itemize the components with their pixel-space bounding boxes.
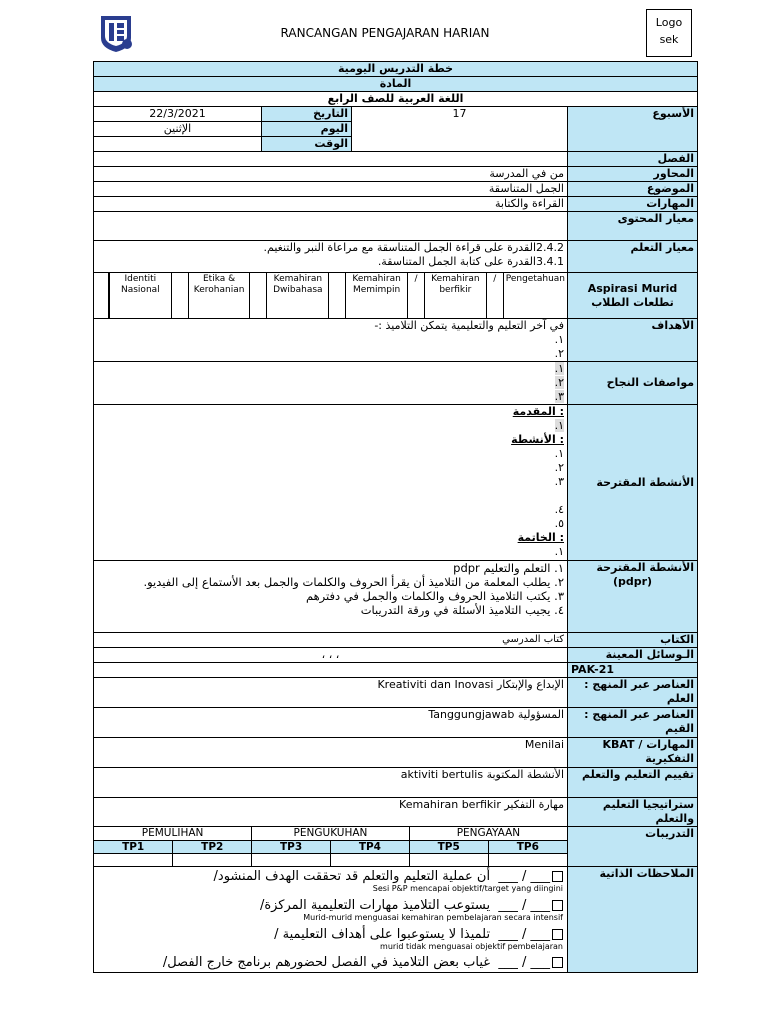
content-standard-label: معيار المحتوى — [568, 212, 698, 241]
cross-element-1-value: الإبداع والإبتكار Kreativiti dan Inovasi — [94, 678, 568, 708]
aspiration-dwibahasa: Kemahiran Dwibahasa — [266, 273, 328, 318]
reflection-sub-3: murid tidak menguasai objektif pembelajaran — [380, 942, 563, 951]
pdpr-label-en: (pdpr) — [612, 575, 653, 588]
date-value: 22/3/2021 — [94, 107, 262, 122]
tp3: TP3 — [252, 840, 331, 853]
group-pengukuhan: PENGUKUHAN — [252, 827, 410, 840]
activity-item — [97, 489, 564, 503]
learning-standard-1: 2.4.2القدرة على قراءة الجمل المتناسقة مع مراعاة النبر والتنغيم. — [263, 241, 564, 254]
tp1: TP1 — [94, 840, 173, 853]
pdpr-item: ٢. يطلب المعلمة من التلاميذ أن يقرأ الحروف والكلمات والجمل بعد الأستماع إلى الفيديو. — [143, 575, 564, 589]
book-value: كتاب المدرسي — [94, 633, 568, 648]
success-criteria-label: مواصفات النجاح — [568, 362, 698, 405]
logo-placeholder-box — [646, 9, 692, 57]
heading-daily-plan: خطة التدريس اليومية — [94, 62, 698, 77]
theme-value: من في المدرسة — [94, 167, 568, 182]
objectives-label: الأهداف — [568, 319, 698, 362]
tp5: TP5 — [409, 840, 488, 853]
aspiration-check-2: / — [407, 273, 424, 318]
tp4: TP4 — [330, 840, 409, 853]
reflection-line-2: ___ / ___ يستوعب التلاميذ مهارات التعليمية المركزة/ — [98, 898, 563, 913]
book-label: الكتاب — [568, 633, 698, 648]
teaching-aids-value: ، ، ، — [94, 648, 568, 663]
checkbox[interactable] — [552, 900, 563, 911]
objectives-value — [94, 319, 568, 362]
aspiration-memimpin: Kemahiran Memimpin — [345, 273, 407, 318]
group-pengayaan: PENGAYAAN — [409, 827, 567, 840]
cross-element-2-label: العناصر عبر المنهج : القيم — [568, 708, 698, 738]
success-item: ٢. — [554, 376, 564, 389]
exercises-label: التدريبات — [568, 827, 698, 867]
cross-element-1-label: العناصر عبر المنهج : العلم — [568, 678, 698, 708]
reflection-line-3: ___ / ___ تلميذا لا يستوعبوا على أهداف التعليمية / — [98, 927, 563, 942]
aspiration-blank-2 — [249, 273, 266, 318]
intro-heading: : المقدمة — [512, 405, 564, 418]
kbat-value: Menilai — [94, 738, 568, 768]
theme-label: المحاور — [568, 167, 698, 182]
logo-box-line2: sek — [659, 33, 679, 46]
intro-item: ١. — [554, 419, 564, 432]
tp2-value — [173, 853, 252, 866]
lesson-plan-table — [93, 61, 698, 973]
activities-heading: : الأنشطة — [511, 433, 564, 446]
aspiration-identiti: Identiti Nasional — [109, 273, 171, 318]
strategy-value: مهارة التفكير Kemahiran berfikir — [94, 798, 568, 827]
teaching-aids-label: الـوسائل المعينة — [568, 648, 698, 663]
tp3-value — [252, 853, 331, 866]
pdpr-value — [94, 561, 568, 633]
logo-box-line1: Logo — [655, 16, 683, 29]
exercises-levels — [94, 827, 567, 866]
activity-item: ٥. — [554, 517, 564, 530]
tp5-value — [409, 853, 488, 866]
closing-heading: : الخاتمة — [517, 531, 564, 544]
aspiration-label — [568, 273, 698, 319]
objective-item: ٢. — [554, 347, 564, 360]
day-label: اليوم — [262, 122, 352, 137]
reflection-line-4: ___ / ___ غياب بعض التلاميذ في الفصل لحضورهم برنامج خارج الفصل/ — [98, 955, 563, 970]
aspiration-label-ar: تطلعات الطلاب — [591, 295, 674, 309]
pdpr-label-ar: الأنشطة المقترحة — [596, 561, 695, 574]
time-value — [94, 137, 262, 152]
cross-element-2-value: المسؤولية Tanggungjawab — [94, 708, 568, 738]
reflection-sub-1: Sesi P&P mencapai objektif/target yang diingini — [372, 884, 563, 893]
skills-value: القراءة والكتابة — [94, 197, 568, 212]
activity-item: ٤. — [554, 503, 564, 516]
topic-value: الجمل المتناسقة — [94, 182, 568, 197]
date-label: التاريخ — [262, 107, 352, 122]
aspiration-berfikir: Kemahiran berfikir — [424, 273, 486, 318]
tp1-value — [94, 853, 173, 866]
pdpr-item: ١. التعلم والتعليم pdpr — [453, 561, 564, 575]
content-standard-value — [94, 212, 568, 241]
activities-value — [94, 405, 568, 561]
checkbox[interactable] — [552, 871, 563, 882]
time-label: الوقت — [262, 137, 352, 152]
school-logo — [97, 12, 135, 52]
reflection-value — [94, 867, 568, 973]
tp6: TP6 — [488, 840, 567, 853]
week-value: 17 — [352, 107, 568, 152]
learning-standard-label: معيار التعلم — [568, 241, 698, 273]
learning-standard-2: 3.4.1القدرة على كتابة الجمل المتناسقة. — [377, 255, 564, 268]
tp6-value — [488, 853, 567, 866]
topic-label: الموضوع — [568, 182, 698, 197]
aspiration-etika: Etika & Kerohanian — [188, 273, 250, 318]
skills-label: المهارات — [568, 197, 698, 212]
class-label: الفصل — [568, 152, 698, 167]
week-label: الأسبوع — [568, 107, 698, 152]
group-pemulihan: PEMULIHAN — [141, 827, 204, 839]
pak21-value — [94, 663, 568, 678]
reflection-line-1: ___ / ___ أن عملية التعليم والتعلم قد تحققت الهدف المنشود/ — [98, 869, 563, 884]
success-criteria-value — [94, 362, 568, 405]
pdpr-item: ٤. يجيب التلاميذ الأسئلة في ورقة التدريبات — [360, 603, 564, 617]
success-item: ١. — [554, 362, 564, 375]
pdpr-label — [568, 561, 698, 633]
aspiration-check-1: / — [486, 273, 503, 318]
aspiration-blank-3 — [171, 273, 188, 318]
checkbox[interactable] — [552, 957, 563, 968]
pdpr-item: ٣. يكتب التلاميذ الحروف والكلمات والجمل في دفترهم — [305, 589, 564, 603]
activity-item: ٢. — [554, 461, 564, 474]
pak21-label: PAK-21 — [568, 663, 698, 678]
reflection-sub-2: Murid-murid menguasai kemahiran pembelajaran secara intensif — [303, 913, 563, 922]
heading-subject: المادة — [94, 77, 698, 92]
activity-item: ١. — [554, 447, 564, 460]
objective-item: ١. — [554, 333, 564, 346]
aspiration-pengetahuan: Pengetahuan — [503, 273, 567, 318]
kbat-label: المهارات / KBAT التفكيرية — [568, 738, 698, 768]
tp2: TP2 — [173, 840, 252, 853]
aspiration-label-ms: Aspirasi Murid — [587, 281, 678, 295]
class-value — [94, 152, 568, 167]
success-item: ٣. — [554, 390, 564, 403]
aspirations-grid — [94, 273, 568, 319]
reflection-label: الملاحظات الذاتية — [568, 867, 698, 973]
tp4-value — [330, 853, 409, 866]
strategy-label: ستراتيجيا التعليم والتعلم — [568, 798, 698, 827]
activity-item: ٣. — [554, 475, 564, 488]
aspiration-blank-1 — [328, 273, 345, 318]
checkbox[interactable] — [552, 929, 563, 940]
learning-standard-value — [94, 241, 568, 273]
assessment-label: تقييم التعليم والتعلم — [568, 768, 698, 798]
assessment-value: الأنشطة المكتوبة aktiviti bertulis — [94, 768, 568, 798]
day-value: الإثنين — [94, 122, 262, 137]
page-title: RANCANGAN PENGAJARAN HARIAN — [280, 26, 490, 40]
subject-value: اللغة العربية للصف الرابع — [94, 92, 698, 107]
closing-item: ١. — [554, 545, 564, 558]
exercises-grid — [94, 827, 568, 867]
activities-label: الأنشطة المقترحة — [568, 405, 698, 561]
objectives-intro: في آخر التعليم والتعليمية يتمكن التلاميذ :- — [374, 319, 564, 332]
